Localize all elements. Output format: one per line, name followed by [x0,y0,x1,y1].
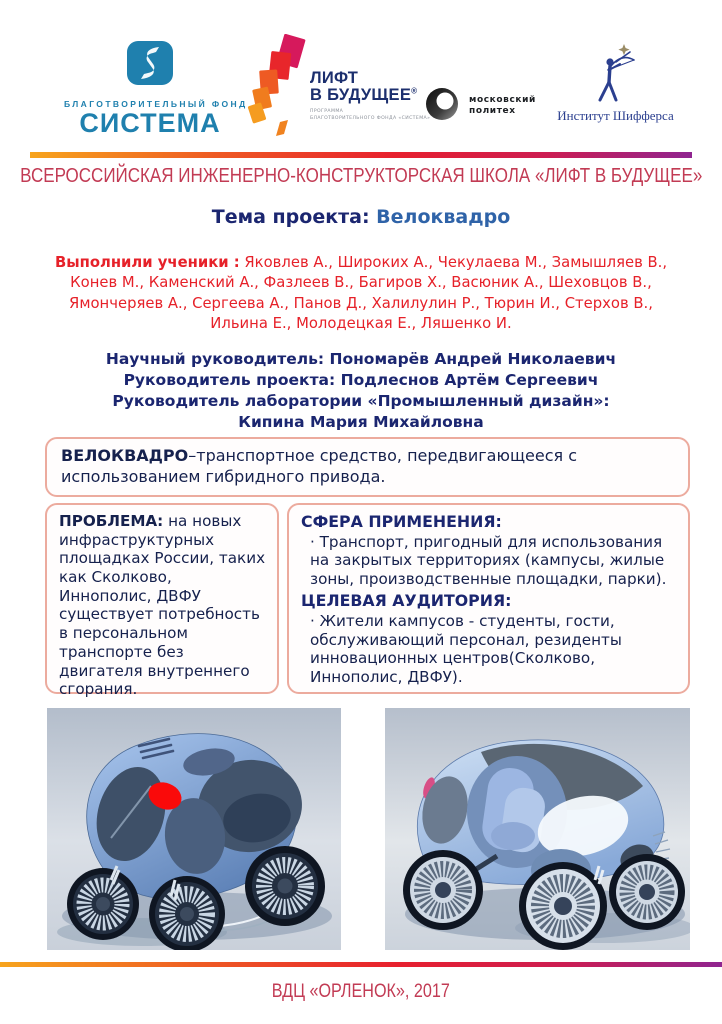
polytech-logo-text: московский политех [469,94,536,116]
problem-text: на новых инфраструктурных площадках России, таких как Сколково, Иннополис, ДВФУ существует потребность в персональном транспорте без двигателя внутреннего сгорания. [59,512,266,699]
definition-box [45,437,690,497]
wheel [149,876,225,950]
application-text: · Транспорт, пригодный для использования на закрытых территориях (кампусы, жилые зоны, производственные площадки, парки). [310,532,667,589]
vehicle-render-rear [47,708,341,950]
supervisors-block [40,349,682,433]
application-box [287,503,690,694]
students-paragraph [42,253,680,335]
school-banner: ВСЕРОССИЙСКАЯ ИНЖЕНЕРНО-КОНСТРУКТОРСКАЯ ШКОЛА «ЛИФТ В БУДУЩЕЕ» [19,165,703,187]
problem-heading: ПРОБЛЕМА: [59,512,164,530]
wheel [519,862,607,950]
supervisor-line: Руководитель проекта: Подлеснов Артём Сергеевич [123,370,599,389]
sistema-logo-line1: БЛАГОТВОРИТЕЛЬНЫЙ ФОНД [64,99,248,109]
definition-text: –транспортное средство, передвигающееся с использованием гибридного привода. [61,446,577,486]
definition-term: ВЕЛОКВАДРО [61,446,189,465]
audience-heading: ЦЕЛЕВАЯ АУДИТОРИЯ: [301,591,512,611]
project-title-value: Велоквадро [376,206,511,228]
supervisor-line: Научный руководитель: Пономарёв Андрей Николаевич [105,350,617,368]
wheel [403,850,483,930]
application-heading: СФЕРА ПРИМЕНЕНИЯ: [301,512,502,531]
lift-logo-line1: ЛИФТ [310,69,359,87]
project-title-label: Тема проекта: [211,206,370,228]
schiffers-archer-icon [586,89,646,108]
lift-logo-line2: В БУДУЩЕЕ® [310,86,418,105]
schiffers-logo-text: Институт Шифферса [557,108,674,123]
polytech-ring-icon [424,86,460,126]
lift-logo-fan-icon [246,34,308,142]
sistema-logo-icon [126,71,174,90]
supervisor-line: Кипина Мария Михайловна [238,412,484,431]
vehicle-render-front [385,708,690,950]
project-title [0,206,722,228]
lift-logo-subtitle: ПРОГРАММА БЛАГОТВОРИТЕЛЬНОГО ФОНДА «СИСТЕМА» [310,108,431,121]
students-lead: Выполнили ученики : [54,254,240,271]
sistema-logo-line2: СИСТЕМА [79,108,221,138]
supervisor-line: Руководитель лаборатории «Промышленный дизайн»: [112,391,610,410]
audience-text: · Жители кампусов - студенты, гости, обслуживающий персонал, резиденты инновационных центров(Сколково, Иннополис, ДВФУ). [310,611,622,687]
schiffers-logo [543,40,688,124]
students-names: Яковлев А., Широких А., Чекулаева М., Замышляев В., Конев М., Каменский А., Фазлеев В., Багиров Х., Васюник А., Шеховцов В., Ямончеряев А., Сергеева А., Панов Д., Халилулин Р., Тюрин И., Стерхов В., Ильина Е., Молодецкая Е., Ляшенко И. [69,254,668,333]
wheel [67,868,139,940]
problem-box [45,503,279,699]
wheel [609,854,685,930]
top-gradient-bar [30,152,692,158]
lift-logo [246,34,431,142]
footer-caption: ВДЦ «ОРЛЕНОК», 2017 [271,981,451,1002]
wheel [245,846,325,926]
sistema-logo [64,40,248,138]
bottom-gradient-bar [0,962,722,967]
